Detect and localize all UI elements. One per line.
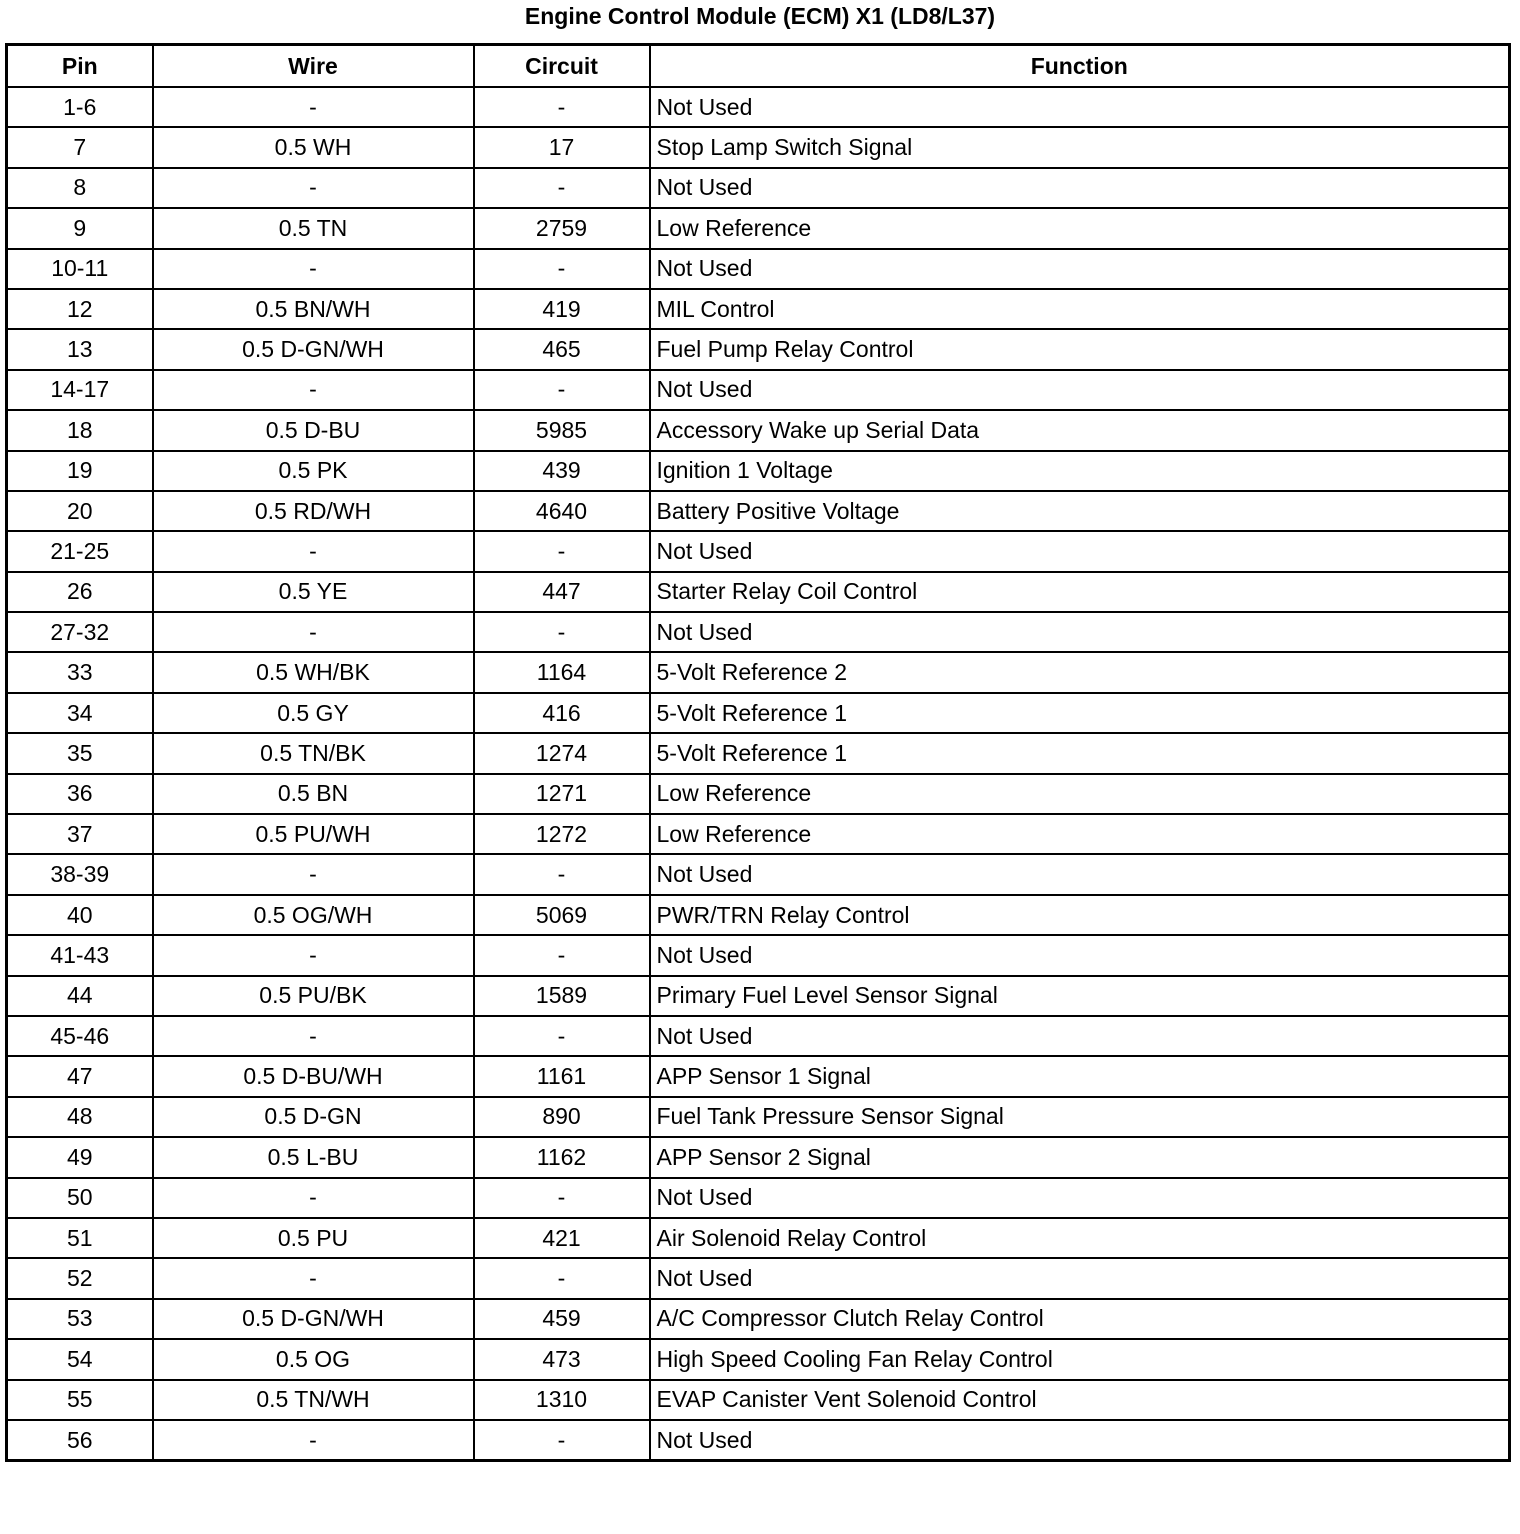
wire-cell: 0.5 D-GN/WH <box>153 1299 474 1339</box>
function-cell: Not Used <box>650 249 1510 289</box>
pin-cell: 54 <box>7 1339 153 1379</box>
circuit-cell: 1274 <box>474 733 650 773</box>
wire-cell: - <box>153 87 474 127</box>
table-row <box>7 531 1510 571</box>
pin-cell: 48 <box>7 1097 153 1137</box>
wire-cell: - <box>153 1016 474 1056</box>
column-header-wire: Wire <box>153 45 474 88</box>
table-row <box>7 1056 1510 1096</box>
circuit-cell: 1162 <box>474 1137 650 1177</box>
wire-cell: 0.5 TN/BK <box>153 733 474 773</box>
circuit-cell: 459 <box>474 1299 650 1339</box>
function-cell: Not Used <box>650 935 1510 975</box>
circuit-cell: - <box>474 1178 650 1218</box>
wire-cell: - <box>153 854 474 894</box>
circuit-cell: 5069 <box>474 895 650 935</box>
pin-cell: 18 <box>7 410 153 450</box>
pin-cell: 47 <box>7 1056 153 1096</box>
table-row <box>7 491 1510 531</box>
wire-cell: - <box>153 612 474 652</box>
table-row <box>7 652 1510 692</box>
table-header <box>7 45 1510 88</box>
table-row <box>7 1339 1510 1379</box>
table-row <box>7 572 1510 612</box>
wire-cell: 0.5 PU/WH <box>153 814 474 854</box>
table-row <box>7 1016 1510 1056</box>
pin-cell: 1-6 <box>7 87 153 127</box>
function-cell: Not Used <box>650 1178 1510 1218</box>
pin-cell: 37 <box>7 814 153 854</box>
pin-cell: 13 <box>7 329 153 369</box>
circuit-cell: 890 <box>474 1097 650 1137</box>
table-row <box>7 451 1510 491</box>
table-row <box>7 1137 1510 1177</box>
header-row <box>7 45 1510 88</box>
function-cell: Low Reference <box>650 814 1510 854</box>
function-cell: Not Used <box>650 87 1510 127</box>
table-row <box>7 1380 1510 1420</box>
wire-cell: 0.5 TN <box>153 208 474 248</box>
pin-cell: 52 <box>7 1258 153 1298</box>
pin-cell: 55 <box>7 1380 153 1420</box>
circuit-cell: 1164 <box>474 652 650 692</box>
pin-cell: 51 <box>7 1218 153 1258</box>
circuit-cell: 419 <box>474 289 650 329</box>
function-cell: 5-Volt Reference 1 <box>650 733 1510 773</box>
table-row <box>7 168 1510 208</box>
function-cell: Not Used <box>650 1420 1510 1461</box>
connector-pinout-table <box>5 43 1511 1462</box>
circuit-cell: - <box>474 1258 650 1298</box>
function-cell: 5-Volt Reference 2 <box>650 652 1510 692</box>
wire-cell: 0.5 OG <box>153 1339 474 1379</box>
pin-cell: 9 <box>7 208 153 248</box>
table-row <box>7 976 1510 1016</box>
pin-cell: 21-25 <box>7 531 153 571</box>
wire-cell: - <box>153 935 474 975</box>
circuit-cell: 2759 <box>474 208 650 248</box>
function-cell: 5-Volt Reference 1 <box>650 693 1510 733</box>
circuit-cell: 4640 <box>474 491 650 531</box>
table-row <box>7 1218 1510 1258</box>
table-row <box>7 1097 1510 1137</box>
table-row <box>7 410 1510 450</box>
pin-cell: 14-17 <box>7 370 153 410</box>
pin-cell: 36 <box>7 774 153 814</box>
column-header-function: Function <box>650 45 1510 88</box>
circuit-cell: - <box>474 87 650 127</box>
circuit-cell: 1271 <box>474 774 650 814</box>
function-cell: Stop Lamp Switch Signal <box>650 127 1510 167</box>
function-cell: Battery Positive Voltage <box>650 491 1510 531</box>
wire-cell: 0.5 OG/WH <box>153 895 474 935</box>
wire-cell: 0.5 RD/WH <box>153 491 474 531</box>
table-row <box>7 1258 1510 1298</box>
wire-cell: - <box>153 168 474 208</box>
function-cell: High Speed Cooling Fan Relay Control <box>650 1339 1510 1379</box>
function-cell: MIL Control <box>650 289 1510 329</box>
table-row <box>7 127 1510 167</box>
table-row <box>7 208 1510 248</box>
function-cell: Starter Relay Coil Control <box>650 572 1510 612</box>
table-row <box>7 612 1510 652</box>
pin-cell: 19 <box>7 451 153 491</box>
function-cell: Not Used <box>650 612 1510 652</box>
function-cell: Not Used <box>650 370 1510 410</box>
wire-cell: 0.5 D-GN/WH <box>153 329 474 369</box>
pin-cell: 7 <box>7 127 153 167</box>
pin-cell: 40 <box>7 895 153 935</box>
pin-cell: 27-32 <box>7 612 153 652</box>
wire-cell: 0.5 TN/WH <box>153 1380 474 1420</box>
function-cell: EVAP Canister Vent Solenoid Control <box>650 1380 1510 1420</box>
circuit-cell: 465 <box>474 329 650 369</box>
circuit-cell: - <box>474 1016 650 1056</box>
page-title: Engine Control Module (ECM) X1 (LD8/L37) <box>524 3 996 29</box>
function-cell: Not Used <box>650 168 1510 208</box>
pin-cell: 50 <box>7 1178 153 1218</box>
wire-cell: - <box>153 249 474 289</box>
function-cell: Ignition 1 Voltage <box>650 451 1510 491</box>
circuit-cell: 473 <box>474 1339 650 1379</box>
table-row <box>7 854 1510 894</box>
function-cell: Accessory Wake up Serial Data <box>650 410 1510 450</box>
wire-cell: 0.5 WH <box>153 127 474 167</box>
pin-cell: 33 <box>7 652 153 692</box>
pin-cell: 12 <box>7 289 153 329</box>
circuit-cell: 421 <box>474 1218 650 1258</box>
wire-cell: 0.5 D-GN <box>153 1097 474 1137</box>
circuit-cell: 439 <box>474 451 650 491</box>
circuit-cell: - <box>474 612 650 652</box>
function-cell: Fuel Pump Relay Control <box>650 329 1510 369</box>
pin-cell: 10-11 <box>7 249 153 289</box>
wire-cell: 0.5 YE <box>153 572 474 612</box>
wire-cell: 0.5 D-BU/WH <box>153 1056 474 1096</box>
pin-cell: 26 <box>7 572 153 612</box>
circuit-cell: 1310 <box>474 1380 650 1420</box>
table-row <box>7 1420 1510 1461</box>
pin-cell: 35 <box>7 733 153 773</box>
pin-cell: 41-43 <box>7 935 153 975</box>
wire-cell: 0.5 L-BU <box>153 1137 474 1177</box>
circuit-cell: 447 <box>474 572 650 612</box>
table-row <box>7 87 1510 127</box>
circuit-cell: - <box>474 1420 650 1461</box>
function-cell: APP Sensor 2 Signal <box>650 1137 1510 1177</box>
circuit-cell: 1589 <box>474 976 650 1016</box>
table-row <box>7 370 1510 410</box>
table-row <box>7 1178 1510 1218</box>
circuit-cell: 5985 <box>474 410 650 450</box>
pin-cell: 53 <box>7 1299 153 1339</box>
table-row <box>7 289 1510 329</box>
table-row <box>7 249 1510 289</box>
circuit-cell: - <box>474 168 650 208</box>
table-row <box>7 774 1510 814</box>
function-cell: Primary Fuel Level Sensor Signal <box>650 976 1510 1016</box>
circuit-cell: 17 <box>474 127 650 167</box>
pin-cell: 49 <box>7 1137 153 1177</box>
function-cell: A/C Compressor Clutch Relay Control <box>650 1299 1510 1339</box>
table-row <box>7 814 1510 854</box>
wire-cell: 0.5 BN <box>153 774 474 814</box>
circuit-cell: - <box>474 531 650 571</box>
wire-cell: - <box>153 1178 474 1218</box>
function-cell: PWR/TRN Relay Control <box>650 895 1510 935</box>
wire-cell: - <box>153 1420 474 1461</box>
wire-cell: 0.5 BN/WH <box>153 289 474 329</box>
wire-cell: 0.5 WH/BK <box>153 652 474 692</box>
table-row <box>7 693 1510 733</box>
circuit-cell: 416 <box>474 693 650 733</box>
function-cell: Not Used <box>650 531 1510 571</box>
wire-cell: 0.5 D-BU <box>153 410 474 450</box>
wire-cell: 0.5 PU/BK <box>153 976 474 1016</box>
circuit-cell: - <box>474 854 650 894</box>
wire-cell: - <box>153 1258 474 1298</box>
function-cell: Low Reference <box>650 774 1510 814</box>
function-cell: Air Solenoid Relay Control <box>650 1218 1510 1258</box>
column-header-circuit: Circuit <box>474 45 650 88</box>
wire-cell: - <box>153 370 474 410</box>
function-cell: Not Used <box>650 1258 1510 1298</box>
wire-cell: 0.5 PU <box>153 1218 474 1258</box>
circuit-cell: - <box>474 935 650 975</box>
pin-cell: 45-46 <box>7 1016 153 1056</box>
pin-cell: 38-39 <box>7 854 153 894</box>
table-row <box>7 895 1510 935</box>
pin-cell: 56 <box>7 1420 153 1461</box>
function-cell: Not Used <box>650 1016 1510 1056</box>
wire-cell: 0.5 GY <box>153 693 474 733</box>
wire-cell: 0.5 PK <box>153 451 474 491</box>
function-cell: APP Sensor 1 Signal <box>650 1056 1510 1096</box>
function-cell: Fuel Tank Pressure Sensor Signal <box>650 1097 1510 1137</box>
table-row <box>7 1299 1510 1339</box>
pin-cell: 20 <box>7 491 153 531</box>
table-body <box>7 87 1510 1461</box>
function-cell: Low Reference <box>650 208 1510 248</box>
table-row <box>7 733 1510 773</box>
pin-cell: 34 <box>7 693 153 733</box>
circuit-cell: - <box>474 370 650 410</box>
table-row <box>7 329 1510 369</box>
circuit-cell: - <box>474 249 650 289</box>
pin-cell: 8 <box>7 168 153 208</box>
circuit-cell: 1161 <box>474 1056 650 1096</box>
table-row <box>7 935 1510 975</box>
circuit-cell: 1272 <box>474 814 650 854</box>
pin-cell: 44 <box>7 976 153 1016</box>
column-header-pin: Pin <box>7 45 153 88</box>
wire-cell: - <box>153 531 474 571</box>
function-cell: Not Used <box>650 854 1510 894</box>
